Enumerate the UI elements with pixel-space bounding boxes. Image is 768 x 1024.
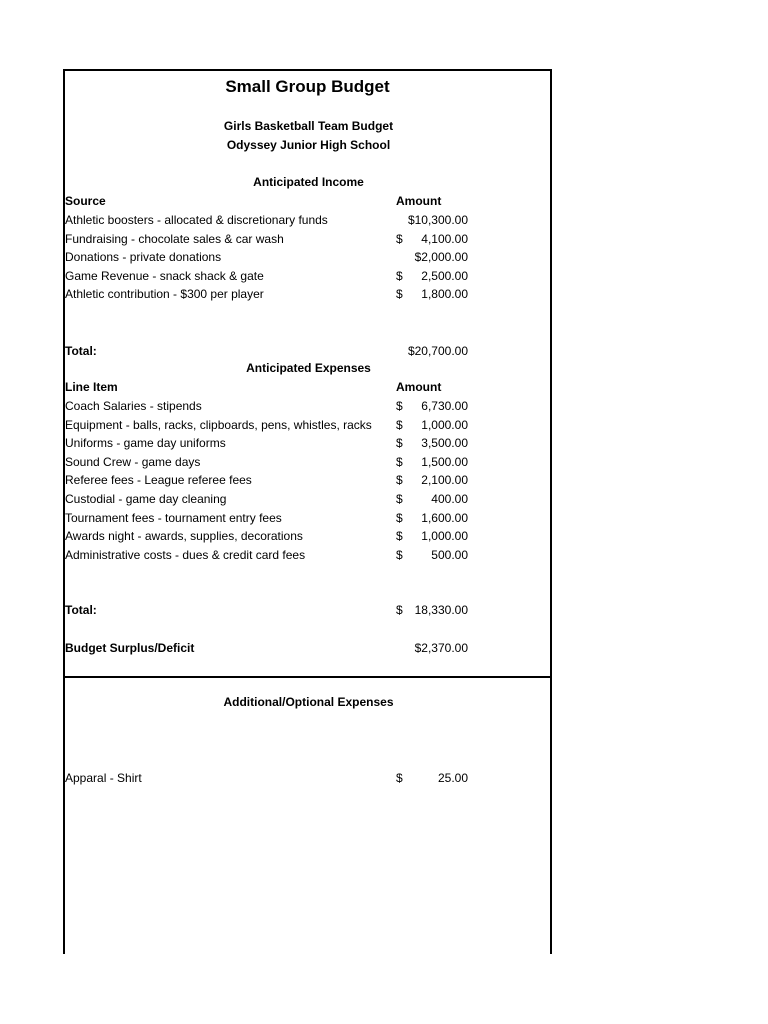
row-label: Uniforms - game day uniforms (65, 436, 226, 451)
row-label: Coach Salaries - stipends (65, 399, 202, 413)
row-amount: $2,000.00 (414, 250, 468, 265)
table-row (65, 397, 552, 415)
row-label: Game Revenue - snack shack & gate (65, 268, 264, 283)
row-amount: 1,500.00 (421, 454, 468, 469)
table-row (65, 267, 552, 285)
optional-heading: Additional/Optional Expenses (223, 695, 394, 709)
row-label: Referee fees - League referee fees (65, 473, 252, 488)
row-amount: 500.00 (431, 547, 468, 562)
row-label: Apparal - Shirt (65, 771, 142, 785)
expenses-total-row (65, 601, 552, 619)
subtitle-school: Odyssey Junior High School (226, 138, 391, 152)
income-header-row (65, 192, 552, 210)
row-label: Sound Crew - game days (65, 454, 201, 469)
surplus-row (65, 639, 552, 657)
table-row (65, 471, 552, 489)
row-amount: 2,500.00 (421, 268, 468, 283)
expenses-col-item: Line Item (65, 380, 118, 394)
table-row (65, 434, 552, 452)
row-amount: 1,600.00 (421, 510, 468, 525)
section-divider (65, 676, 550, 678)
expenses-total-label: Total: (65, 603, 97, 617)
table-row (65, 416, 552, 434)
income-col-amount: Amount (396, 194, 442, 208)
income-total-amount: $20,700.00 (407, 344, 468, 358)
row-label: Equipment - balls, racks, clipboards, pens, whistles, racks (65, 417, 372, 432)
table-row (65, 211, 552, 229)
row-label: Donations - private donations (65, 250, 222, 265)
expenses-header-row (65, 378, 552, 396)
row-amount: 3,500.00 (421, 436, 468, 451)
income-total-label: Total: (65, 344, 97, 358)
table-row (65, 285, 552, 303)
row-label: Administrative costs - dues & credit card fees (65, 547, 306, 562)
surplus-amount: $2,370.00 (414, 641, 468, 655)
row-amount: 25.00 (437, 771, 468, 785)
row-currency: $ (396, 399, 403, 413)
row-currency: $ (396, 529, 403, 544)
row-label: Custodial - game day cleaning (65, 492, 227, 506)
row-currency: $ (396, 473, 403, 488)
table-row (65, 230, 552, 248)
table-row (65, 248, 552, 266)
row-currency: $ (396, 547, 403, 562)
expenses-total-amount: 18,330.00 (414, 603, 468, 617)
table-row (65, 453, 552, 471)
row-currency: $ (396, 417, 403, 432)
table-row (65, 769, 552, 787)
expenses-total-currency: $ (396, 603, 403, 617)
row-currency: $ (396, 268, 403, 283)
row-label: Tournament fees - tournament entry fees (65, 510, 282, 525)
income-total-row (65, 342, 552, 360)
table-row (65, 490, 552, 508)
row-label: Athletic contribution - $300 per player (65, 287, 264, 302)
subtitle-team: Girls Basketball Team Budget (223, 119, 394, 133)
income-col-source: Source (65, 194, 106, 208)
row-currency: $ (396, 231, 403, 246)
row-amount: 1,800.00 (421, 287, 468, 302)
row-amount: $10,300.00 (407, 213, 468, 227)
expenses-heading: Anticipated Expenses (246, 361, 371, 375)
row-currency: $ (396, 287, 403, 302)
row-currency: $ (396, 454, 403, 469)
row-amount: 4,100.00 (421, 231, 468, 246)
row-currency: $ (396, 436, 403, 451)
row-label: Fundraising - chocolate sales & car wash (65, 231, 284, 246)
table-row (65, 527, 552, 545)
row-currency: $ (396, 771, 403, 785)
expenses-col-amount: Amount (396, 380, 442, 394)
row-label: Awards night - awards, supplies, decorations (65, 529, 303, 544)
table-row (65, 546, 552, 564)
row-label: Athletic boosters - allocated & discretionary funds (65, 213, 328, 227)
income-heading: Anticipated Income (253, 175, 364, 189)
table-row (65, 509, 552, 527)
row-amount: 6,730.00 (421, 399, 468, 413)
row-currency: $ (396, 510, 403, 525)
row-amount: 1,000.00 (421, 417, 468, 432)
page-title: Small Group Budget (225, 77, 390, 96)
row-amount: 1,000.00 (421, 529, 468, 544)
row-amount: 2,100.00 (421, 473, 468, 488)
row-amount: 400.00 (431, 492, 468, 506)
budget-sheet (63, 69, 552, 954)
surplus-label: Budget Surplus/Deficit (65, 641, 195, 655)
row-currency: $ (396, 492, 403, 506)
